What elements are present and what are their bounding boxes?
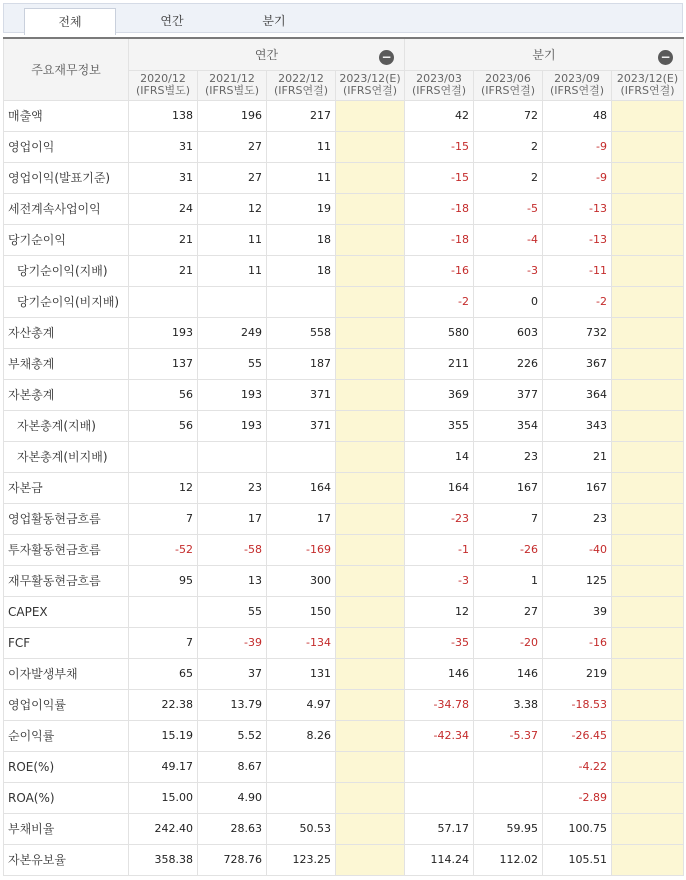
- quarter-value-cell: [612, 317, 684, 348]
- quarter-value-cell: 367: [543, 348, 612, 379]
- row-label: 영업이익(발표기준): [4, 162, 129, 193]
- tab-bar: [3, 3, 683, 33]
- quarter-value-cell: 164: [405, 472, 474, 503]
- row-label: 당기순이익: [4, 224, 129, 255]
- quarter-value-cell: -5: [474, 193, 543, 224]
- annual-value-cell: 8.67: [198, 751, 267, 782]
- row-label: 영업활동현금흐름: [4, 503, 129, 534]
- quarter-value-cell: 167: [474, 472, 543, 503]
- row-label: 자본총계: [4, 379, 129, 410]
- table-row: [4, 689, 684, 720]
- annual-value-cell: 31: [129, 162, 198, 193]
- annual-value-cell: [336, 441, 405, 472]
- annual-value-cell: 193: [198, 410, 267, 441]
- tab-quarterly[interactable]: 분기: [262, 14, 286, 28]
- quarter-value-cell: 39: [543, 596, 612, 627]
- period-header: [336, 70, 405, 100]
- quarter-value-cell: [474, 782, 543, 813]
- annual-value-cell: 56: [129, 379, 198, 410]
- annual-value-cell: -134: [267, 627, 336, 658]
- row-label: 투자활동현금흐름: [4, 534, 129, 565]
- annual-value-cell: [336, 844, 405, 875]
- annual-value-cell: 31: [129, 131, 198, 162]
- annual-value-cell: 23: [198, 472, 267, 503]
- annual-value-cell: [336, 193, 405, 224]
- period-header: [474, 70, 543, 100]
- quarter-value-cell: [612, 627, 684, 658]
- annual-value-cell: [336, 224, 405, 255]
- annual-value-cell: 15.00: [129, 782, 198, 813]
- quarter-value-cell: 125: [543, 565, 612, 596]
- annual-value-cell: 193: [198, 379, 267, 410]
- quarter-value-cell: -4.22: [543, 751, 612, 782]
- quarter-value-cell: 355: [405, 410, 474, 441]
- table-row: [4, 224, 684, 255]
- annual-value-cell: [336, 565, 405, 596]
- quarter-value-cell: [612, 255, 684, 286]
- period-date: 2021/12: [209, 72, 255, 85]
- quarter-value-cell: [612, 224, 684, 255]
- annual-group-header: [129, 38, 405, 70]
- annual-value-cell: [336, 503, 405, 534]
- quarter-value-cell: -26: [474, 534, 543, 565]
- period-basis: (IFRS연결): [480, 84, 536, 97]
- annual-value-cell: 11: [198, 255, 267, 286]
- quarter-value-cell: -2.89: [543, 782, 612, 813]
- annual-value-cell: [336, 286, 405, 317]
- annual-value-cell: -58: [198, 534, 267, 565]
- row-label: CAPEX: [4, 596, 129, 627]
- financial-summary-table: [3, 37, 684, 876]
- quarter-value-cell: -34.78: [405, 689, 474, 720]
- annual-value-cell: 56: [129, 410, 198, 441]
- row-label: 부채비율: [4, 813, 129, 844]
- quarter-value-cell: [612, 813, 684, 844]
- period-basis: (IFRS연결): [549, 84, 605, 97]
- annual-value-cell: 17: [267, 503, 336, 534]
- quarter-value-cell: -2: [405, 286, 474, 317]
- quarter-value-cell: -26.45: [543, 720, 612, 751]
- row-label: 자본금: [4, 472, 129, 503]
- annual-value-cell: 12: [198, 193, 267, 224]
- quarter-value-cell: [612, 441, 684, 472]
- quarter-value-cell: -18.53: [543, 689, 612, 720]
- table-row: [4, 596, 684, 627]
- quarter-value-cell: [612, 472, 684, 503]
- quarter-value-cell: -15: [405, 131, 474, 162]
- table-row: [4, 286, 684, 317]
- annual-value-cell: 358.38: [129, 844, 198, 875]
- row-label: 자산총계: [4, 317, 129, 348]
- annual-value-cell: 300: [267, 565, 336, 596]
- quarter-value-cell: 2: [474, 162, 543, 193]
- period-basis: (IFRS연결): [273, 84, 329, 97]
- quarter-group-header: [405, 38, 684, 70]
- quarter-value-cell: 226: [474, 348, 543, 379]
- quarter-value-cell: 42: [405, 100, 474, 131]
- annual-value-cell: 27: [198, 131, 267, 162]
- quarter-value-cell: 354: [474, 410, 543, 441]
- row-label: 재무활동현금흐름: [4, 565, 129, 596]
- quarter-value-cell: -42.34: [405, 720, 474, 751]
- quarter-value-cell: [612, 348, 684, 379]
- annual-value-cell: [336, 348, 405, 379]
- annual-value-cell: 193: [129, 317, 198, 348]
- collapse-annual-icon[interactable]: −: [379, 50, 394, 65]
- quarter-value-cell: 580: [405, 317, 474, 348]
- quarter-value-cell: [612, 503, 684, 534]
- quarter-value-cell: [612, 379, 684, 410]
- quarter-value-cell: [612, 596, 684, 627]
- quarter-value-cell: 2: [474, 131, 543, 162]
- table-row: [4, 317, 684, 348]
- quarter-value-cell: 57.17: [405, 813, 474, 844]
- row-label: 순이익률: [4, 720, 129, 751]
- table-row: [4, 534, 684, 565]
- annual-value-cell: [336, 813, 405, 844]
- annual-value-cell: [336, 100, 405, 131]
- quarter-value-cell: [612, 689, 684, 720]
- quarter-value-cell: 211: [405, 348, 474, 379]
- row-label: 자본유보율: [4, 844, 129, 875]
- quarter-value-cell: 23: [543, 503, 612, 534]
- collapse-quarter-icon[interactable]: −: [658, 50, 673, 65]
- annual-value-cell: 50.53: [267, 813, 336, 844]
- period-header: [129, 70, 198, 100]
- row-label: 자본총계(비지배): [4, 441, 129, 472]
- quarter-value-cell: 603: [474, 317, 543, 348]
- quarter-value-cell: -13: [543, 193, 612, 224]
- period-date: 2023/09: [554, 72, 600, 85]
- quarter-value-cell: [612, 658, 684, 689]
- row-label: ROE(%): [4, 751, 129, 782]
- annual-value-cell: [198, 286, 267, 317]
- annual-value-cell: 7: [129, 503, 198, 534]
- annual-value-cell: [336, 255, 405, 286]
- annual-value-cell: 8.26: [267, 720, 336, 751]
- quarter-value-cell: [612, 286, 684, 317]
- period-header: [405, 70, 474, 100]
- table-row: [4, 565, 684, 596]
- period-header: [612, 70, 684, 100]
- quarter-value-cell: 369: [405, 379, 474, 410]
- quarter-value-cell: [612, 534, 684, 565]
- quarter-value-cell: [612, 565, 684, 596]
- annual-value-cell: [336, 658, 405, 689]
- quarter-value-cell: -11: [543, 255, 612, 286]
- annual-value-cell: [336, 689, 405, 720]
- annual-value-cell: [267, 441, 336, 472]
- period-date: 2022/12: [278, 72, 324, 85]
- annual-value-cell: 65: [129, 658, 198, 689]
- tab-annual[interactable]: 연간: [160, 14, 184, 28]
- annual-value-cell: 131: [267, 658, 336, 689]
- quarter-value-cell: -13: [543, 224, 612, 255]
- quarter-value-cell: 105.51: [543, 844, 612, 875]
- annual-value-cell: [336, 627, 405, 658]
- row-label: 자본총계(지배): [4, 410, 129, 441]
- annual-value-cell: 187: [267, 348, 336, 379]
- annual-value-cell: [267, 286, 336, 317]
- tab-all[interactable]: 전체: [24, 8, 116, 35]
- annual-value-cell: 4.97: [267, 689, 336, 720]
- annual-value-cell: 18: [267, 224, 336, 255]
- table-row: [4, 348, 684, 379]
- period-header: [198, 70, 267, 100]
- quarter-value-cell: [405, 751, 474, 782]
- quarter-value-cell: 732: [543, 317, 612, 348]
- table-row: [4, 410, 684, 441]
- quarter-value-cell: [612, 100, 684, 131]
- table-row: [4, 472, 684, 503]
- quarter-value-cell: 0: [474, 286, 543, 317]
- table-row: [4, 162, 684, 193]
- annual-value-cell: 37: [198, 658, 267, 689]
- table-row: [4, 844, 684, 875]
- quarter-value-cell: -35: [405, 627, 474, 658]
- annual-value-cell: 18: [267, 255, 336, 286]
- annual-value-cell: [129, 441, 198, 472]
- row-label: 영업이익: [4, 131, 129, 162]
- quarter-value-cell: 100.75: [543, 813, 612, 844]
- annual-value-cell: [336, 131, 405, 162]
- annual-value-cell: 217: [267, 100, 336, 131]
- quarter-value-cell: -5.37: [474, 720, 543, 751]
- annual-value-cell: 17: [198, 503, 267, 534]
- annual-value-cell: 22.38: [129, 689, 198, 720]
- quarter-value-cell: -40: [543, 534, 612, 565]
- table-row: [4, 658, 684, 689]
- period-basis: (IFRS연결): [342, 84, 398, 97]
- quarter-value-cell: -9: [543, 131, 612, 162]
- annual-value-cell: 95: [129, 565, 198, 596]
- quarter-value-cell: -23: [405, 503, 474, 534]
- period-basis: (IFRS별도): [204, 84, 260, 97]
- quarter-value-cell: -16: [405, 255, 474, 286]
- annual-value-cell: 21: [129, 255, 198, 286]
- annual-value-cell: [129, 286, 198, 317]
- annual-value-cell: [336, 782, 405, 813]
- annual-value-cell: [267, 751, 336, 782]
- annual-value-cell: -39: [198, 627, 267, 658]
- annual-value-cell: [336, 751, 405, 782]
- annual-value-cell: 21: [129, 224, 198, 255]
- quarter-value-cell: 112.02: [474, 844, 543, 875]
- quarter-value-cell: [612, 751, 684, 782]
- corner-header: 주요재무정보: [4, 38, 129, 100]
- annual-value-cell: 55: [198, 596, 267, 627]
- quarter-value-cell: 146: [474, 658, 543, 689]
- annual-value-cell: [336, 317, 405, 348]
- annual-group-label: 연간: [254, 47, 279, 62]
- annual-value-cell: 371: [267, 410, 336, 441]
- row-label: 부채총계: [4, 348, 129, 379]
- period-header: [543, 70, 612, 100]
- table-row: [4, 627, 684, 658]
- quarter-value-cell: 14: [405, 441, 474, 472]
- annual-value-cell: 4.90: [198, 782, 267, 813]
- annual-value-cell: 13: [198, 565, 267, 596]
- row-label: 이자발생부채: [4, 658, 129, 689]
- quarter-value-cell: -4: [474, 224, 543, 255]
- annual-value-cell: [336, 162, 405, 193]
- period-date: 2023/12(E): [616, 72, 679, 85]
- table-row: [4, 813, 684, 844]
- quarter-value-cell: 377: [474, 379, 543, 410]
- quarter-value-cell: -15: [405, 162, 474, 193]
- annual-value-cell: [336, 410, 405, 441]
- row-label: 당기순이익(비지배): [4, 286, 129, 317]
- row-label: 당기순이익(지배): [4, 255, 129, 286]
- annual-value-cell: [129, 596, 198, 627]
- quarter-value-cell: 219: [543, 658, 612, 689]
- quarter-value-cell: 364: [543, 379, 612, 410]
- annual-value-cell: 137: [129, 348, 198, 379]
- annual-value-cell: 242.40: [129, 813, 198, 844]
- quarter-value-cell: 48: [543, 100, 612, 131]
- period-date: 2023/06: [485, 72, 531, 85]
- annual-value-cell: 150: [267, 596, 336, 627]
- annual-value-cell: 19: [267, 193, 336, 224]
- table-row: [4, 379, 684, 410]
- quarter-group-label: 분기: [532, 47, 556, 62]
- quarter-value-cell: -18: [405, 224, 474, 255]
- row-label: 세전계속사업이익: [4, 193, 129, 224]
- quarter-value-cell: 1: [474, 565, 543, 596]
- quarter-value-cell: 167: [543, 472, 612, 503]
- quarter-value-cell: 27: [474, 596, 543, 627]
- quarter-value-cell: [405, 782, 474, 813]
- quarter-value-cell: [612, 410, 684, 441]
- annual-value-cell: 138: [129, 100, 198, 131]
- annual-value-cell: 728.76: [198, 844, 267, 875]
- quarter-value-cell: [612, 844, 684, 875]
- quarter-value-cell: -9: [543, 162, 612, 193]
- quarter-value-cell: 72: [474, 100, 543, 131]
- annual-value-cell: [336, 720, 405, 751]
- annual-value-cell: 49.17: [129, 751, 198, 782]
- period-date: 2023/12(E): [339, 72, 401, 85]
- quarter-value-cell: [612, 193, 684, 224]
- annual-value-cell: 28.63: [198, 813, 267, 844]
- quarter-value-cell: [612, 720, 684, 751]
- annual-value-cell: 27: [198, 162, 267, 193]
- quarter-value-cell: -3: [405, 565, 474, 596]
- annual-value-cell: 12: [129, 472, 198, 503]
- annual-value-cell: [267, 782, 336, 813]
- quarter-value-cell: 3.38: [474, 689, 543, 720]
- annual-value-cell: 123.25: [267, 844, 336, 875]
- table-row: [4, 193, 684, 224]
- quarter-value-cell: -18: [405, 193, 474, 224]
- table-row: [4, 100, 684, 131]
- annual-value-cell: 11: [267, 131, 336, 162]
- period-basis: (IFRS연결): [620, 84, 675, 97]
- annual-value-cell: -52: [129, 534, 198, 565]
- quarter-value-cell: 7: [474, 503, 543, 534]
- annual-value-cell: 249: [198, 317, 267, 348]
- quarter-value-cell: 21: [543, 441, 612, 472]
- annual-value-cell: [336, 379, 405, 410]
- quarter-value-cell: -20: [474, 627, 543, 658]
- quarter-value-cell: [612, 782, 684, 813]
- row-label: FCF: [4, 627, 129, 658]
- annual-value-cell: 7: [129, 627, 198, 658]
- row-label: 영업이익률: [4, 689, 129, 720]
- annual-value-cell: [336, 472, 405, 503]
- quarter-value-cell: 59.95: [474, 813, 543, 844]
- annual-value-cell: 164: [267, 472, 336, 503]
- period-date: 2023/03: [416, 72, 462, 85]
- annual-value-cell: 24: [129, 193, 198, 224]
- quarter-value-cell: 12: [405, 596, 474, 627]
- annual-value-cell: 55: [198, 348, 267, 379]
- quarter-value-cell: -2: [543, 286, 612, 317]
- table-row: [4, 751, 684, 782]
- quarter-value-cell: 343: [543, 410, 612, 441]
- quarter-value-cell: 146: [405, 658, 474, 689]
- table-row: [4, 441, 684, 472]
- annual-value-cell: 11: [267, 162, 336, 193]
- annual-value-cell: -169: [267, 534, 336, 565]
- annual-value-cell: 15.19: [129, 720, 198, 751]
- annual-value-cell: [198, 441, 267, 472]
- period-date: 2020/12: [140, 72, 186, 85]
- quarter-value-cell: [474, 751, 543, 782]
- row-label: ROA(%): [4, 782, 129, 813]
- annual-value-cell: 196: [198, 100, 267, 131]
- period-header: [267, 70, 336, 100]
- period-basis: (IFRS연결): [411, 84, 467, 97]
- quarter-value-cell: [612, 162, 684, 193]
- table-row: [4, 131, 684, 162]
- table-row: [4, 255, 684, 286]
- annual-value-cell: [336, 596, 405, 627]
- quarter-value-cell: -16: [543, 627, 612, 658]
- quarter-value-cell: 114.24: [405, 844, 474, 875]
- table-row: [4, 782, 684, 813]
- annual-value-cell: 13.79: [198, 689, 267, 720]
- annual-value-cell: 371: [267, 379, 336, 410]
- table-row: [4, 503, 684, 534]
- annual-value-cell: [336, 534, 405, 565]
- table-row: [4, 720, 684, 751]
- quarter-value-cell: [612, 131, 684, 162]
- annual-value-cell: 558: [267, 317, 336, 348]
- annual-value-cell: 5.52: [198, 720, 267, 751]
- period-basis: (IFRS별도): [135, 84, 191, 97]
- quarter-value-cell: -1: [405, 534, 474, 565]
- quarter-value-cell: -3: [474, 255, 543, 286]
- annual-value-cell: 11: [198, 224, 267, 255]
- quarter-value-cell: 23: [474, 441, 543, 472]
- row-label: 매출액: [4, 100, 129, 131]
